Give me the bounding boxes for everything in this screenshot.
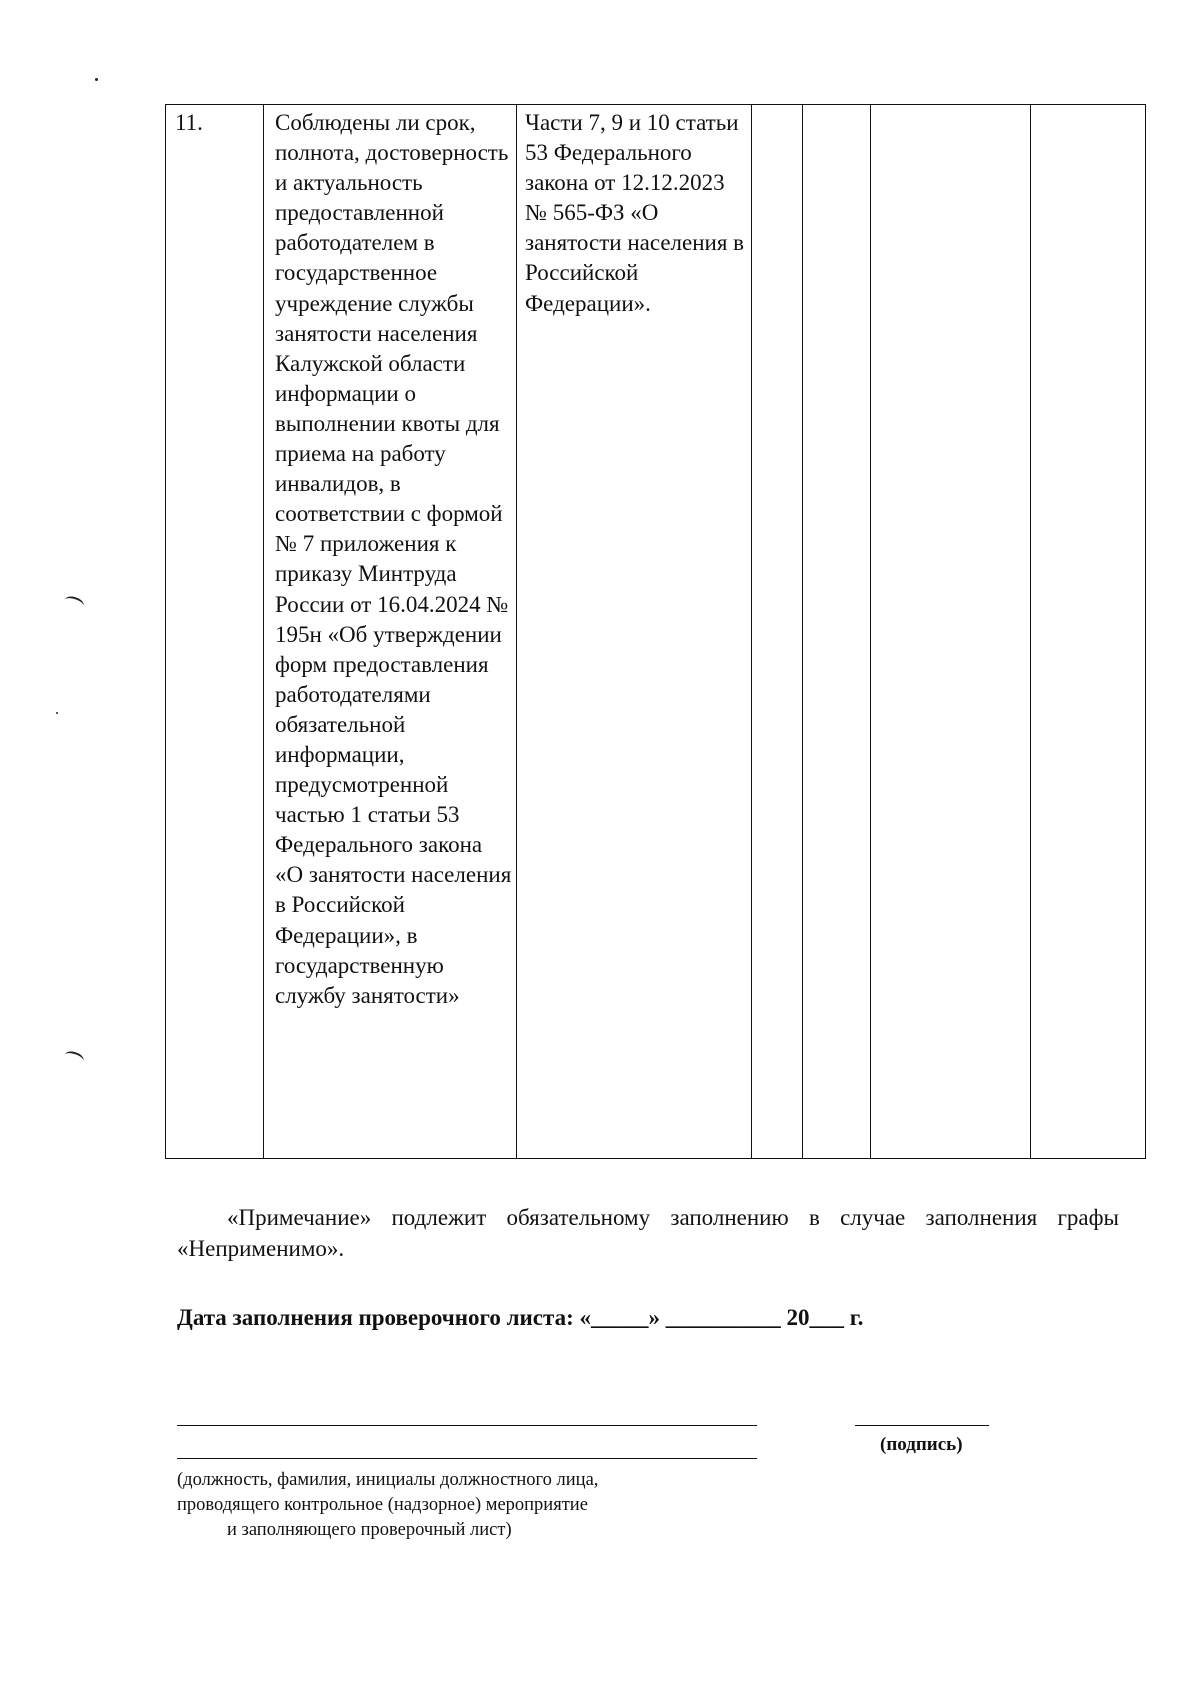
fill-date-line: Дата заполнения проверочного листа: «_____» __________ 20___ г. bbox=[177, 1305, 864, 1330]
signature-caption: (подпись) bbox=[880, 1434, 963, 1455]
answer-not-applicable-value bbox=[871, 105, 1030, 108]
legal-basis-text: Части 7, 9 и 10 статьи 53 Федерального закона от 12.12.2023 № 565-ФЗ «О занятости населения в Российской Федерации». bbox=[525, 110, 745, 316]
checklist-table bbox=[165, 104, 1146, 1159]
row-number-cell bbox=[166, 105, 264, 1159]
official-line-2 bbox=[177, 1458, 757, 1459]
answer-no-value bbox=[803, 105, 870, 108]
official-caption bbox=[177, 1468, 598, 1543]
answer-no-cell[interactable] bbox=[803, 105, 871, 1159]
answer-not-applicable-cell[interactable] bbox=[871, 105, 1031, 1159]
official-caption-line: проводящего контрольное (надзорное) мероприятие bbox=[177, 1495, 588, 1515]
scan-hole-mark-lower bbox=[63, 1049, 86, 1067]
note-paragraph: «Примечание» подлежит обязательному заполнению в случае заполнения графы «Неприменимо». bbox=[177, 1205, 1119, 1261]
row-number: 11. bbox=[175, 110, 203, 135]
legal-basis-cell bbox=[517, 105, 752, 1159]
scan-speck bbox=[95, 78, 98, 81]
answer-yes-value bbox=[752, 105, 802, 108]
remark-value bbox=[1031, 105, 1145, 108]
official-caption-line: (должность, фамилия, инициалы должностного лица, bbox=[177, 1470, 599, 1490]
scan-speck bbox=[56, 712, 58, 714]
scan-hole-mark-upper bbox=[63, 594, 86, 612]
signature-line bbox=[855, 1425, 989, 1426]
table-row bbox=[166, 105, 1146, 1159]
question-cell bbox=[264, 105, 517, 1159]
question-text: Соблюдены ли срок, полнота, достоверность и актуальность предоставленной работодателем в государственное учреждение службы занятости населения Калужской области информации о выполнении квоты для приема на работу инвалидов, в соответствии с формой № 7 приложения к приказу Минтруда России от 16.04.2024 № 195н «Об утверждении форм предоставления работодателями обязательной информации, предусмотренной частью 1 статьи 53 Федерального закона «О занятости населения в Российской Федерации», в государственную службу занятости» bbox=[275, 110, 512, 1008]
official-caption-line: и заполняющего проверочный лист) bbox=[227, 1520, 512, 1540]
official-line-1 bbox=[177, 1425, 757, 1426]
answer-yes-cell[interactable] bbox=[752, 105, 803, 1159]
remark-cell[interactable] bbox=[1031, 105, 1146, 1159]
